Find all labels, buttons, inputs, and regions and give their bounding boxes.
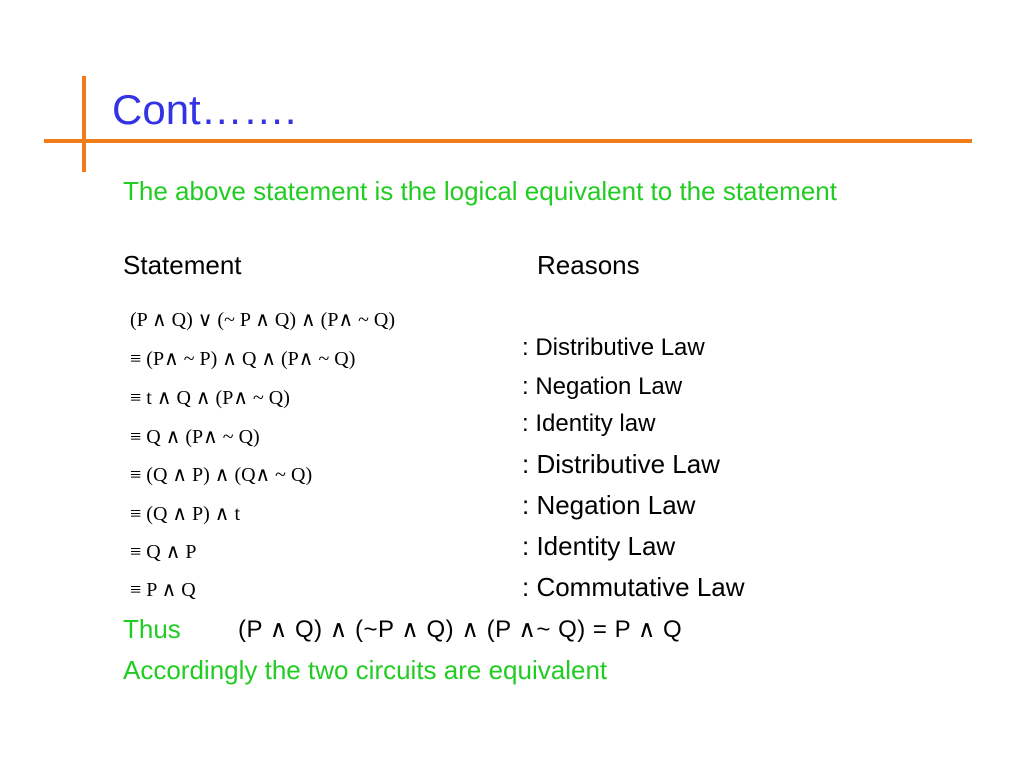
proof-step-3: ≡ t ∧ Q ∧ (P∧ ~ Q) [130,387,290,409]
reason-1: : Distributive Law [522,334,705,361]
accent-rule-horizontal [44,139,972,143]
proof-step-4: ≡ Q ∧ (P∧ ~ Q) [130,426,260,448]
reason-2: : Negation Law [522,373,683,400]
reason-5: : Negation Law [522,490,696,520]
proof-step-1: (P ∧ Q) ∨ (~ P ∧ Q) ∧ (P∧ ~ Q) [130,309,396,331]
proof-step-8: ≡ P ∧ Q [130,579,196,601]
proof-step-5: ≡ (Q ∧ P) ∧ (Q∧ ~ Q) [130,464,313,486]
proof-step-6: ≡ (Q ∧ P) ∧ t [130,503,240,525]
slide-title: Cont……. [112,86,297,133]
thus-equation: (P ∧ Q) ∧ (~P ∧ Q) ∧ (P ∧~ Q) = P ∧ Q [238,616,683,643]
accent-rule-vertical [82,76,86,172]
thus-label: Thus [123,614,181,644]
proof-step-7: ≡ Q ∧ P [130,541,197,563]
reason-7: : Commutative Law [522,572,745,602]
conclusion-text: Accordingly the two circuits are equivalent [123,655,608,685]
proof-step-2: ≡ (P∧ ~ P) ∧ Q ∧ (P∧ ~ Q) [130,348,356,370]
column-heading-reasons: Reasons [537,250,640,280]
column-heading-statement: Statement [123,250,242,280]
reason-6: : Identity Law [522,531,676,561]
intro-text: The above statement is the logical equivalent to the statement [123,176,837,206]
reason-4: : Distributive Law [522,449,720,479]
reason-3: : Identity law [522,410,656,437]
